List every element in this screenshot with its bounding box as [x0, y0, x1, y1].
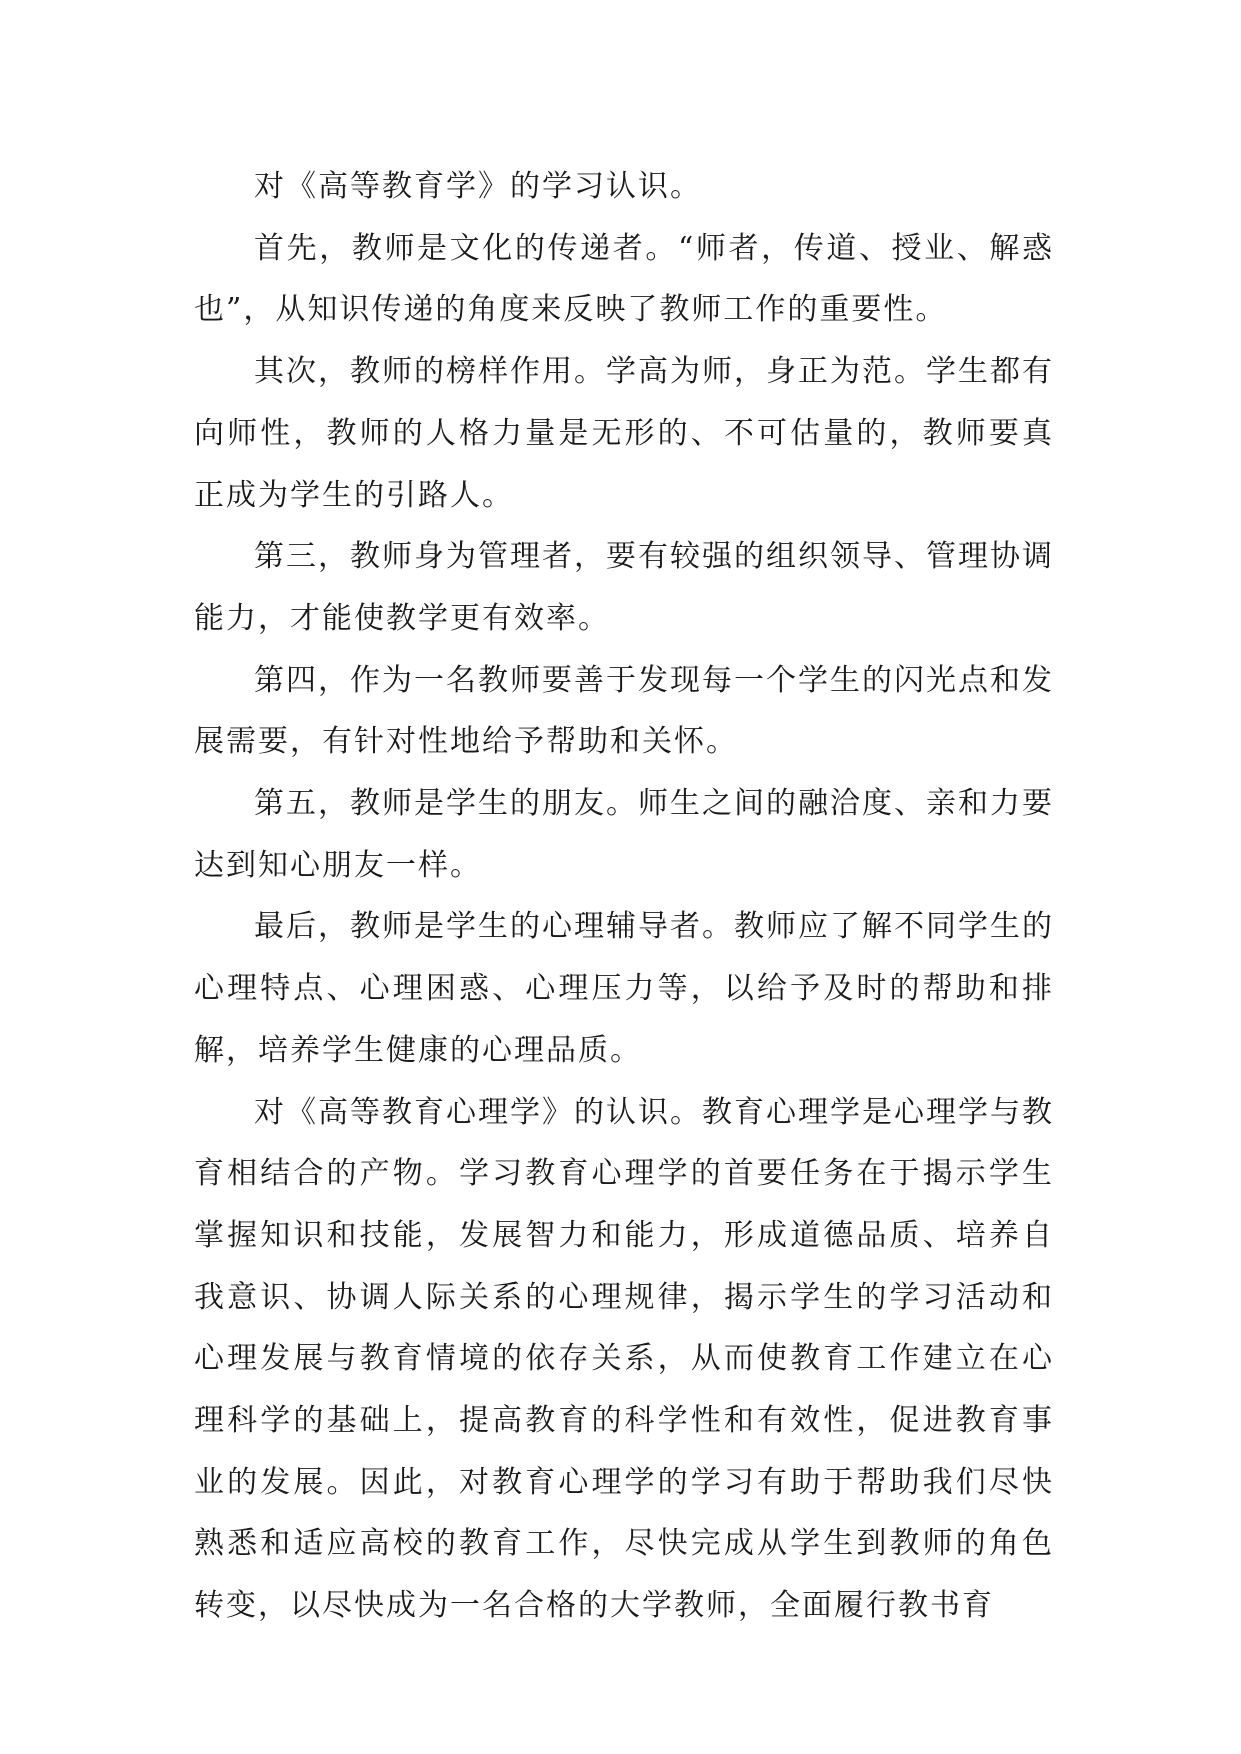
paragraph-fourth: 第四，作为一名教师要善于发现每一个学生的闪光点和发展需要，有针对性地给予帮助和关怀。: [194, 662, 1054, 760]
document-body: [194, 156, 1054, 1637]
paragraph-educational-psychology: 对《高等教育心理学》的认识。教育心理学是心理学与教育相结合的产物。学习教育心理学的首要任务在于揭示学生掌握知识和技能，发展智力和能力，形成道德品质、培养自我意识、协调人际关系的心理规律，揭示学生的学习活动和心理发展与教育情境的依存关系，从而使教育工作建立在心理科学的基础上，提高教育的科学性和有效性，促进教育事业的发展。因此，对教育心理学的学习有助于帮助我们尽快熟悉和适应高校的教育工作，尽快完成从学生到教师的角色转变，以尽快成为一名合格的大学教师，全面履行教书育: [194, 1094, 1054, 1624]
paragraph-first: 首先，教师是文化的传递者。“师者，传道、授业、解惑也”，从知识传递的角度来反映了教师工作的重要性。: [194, 230, 1054, 328]
paragraph-intro-higher-education: 对《高等教育学》的学习认识。: [254, 169, 702, 204]
paragraph-last: 最后，教师是学生的心理辅导者。教师应了解不同学生的心理特点、心理困惑、心理压力等，以给予及时的帮助和排解，培养学生健康的心理品质。: [194, 909, 1054, 1068]
paragraph-fifth: 第五，教师是学生的朋友。师生之间的融洽度、亲和力要达到知心朋友一样。: [194, 786, 1054, 883]
paragraph-third: 第三，教师身为管理者，要有较强的组织领导、管理协调能力，才能使教学更有效率。: [194, 539, 1054, 636]
paragraph-second: 其次，教师的榜样作用。学高为师，身正为范。学生都有向师性，教师的人格力量是无形的、不可估量的，教师要真正成为学生的引路人。: [194, 354, 1054, 513]
